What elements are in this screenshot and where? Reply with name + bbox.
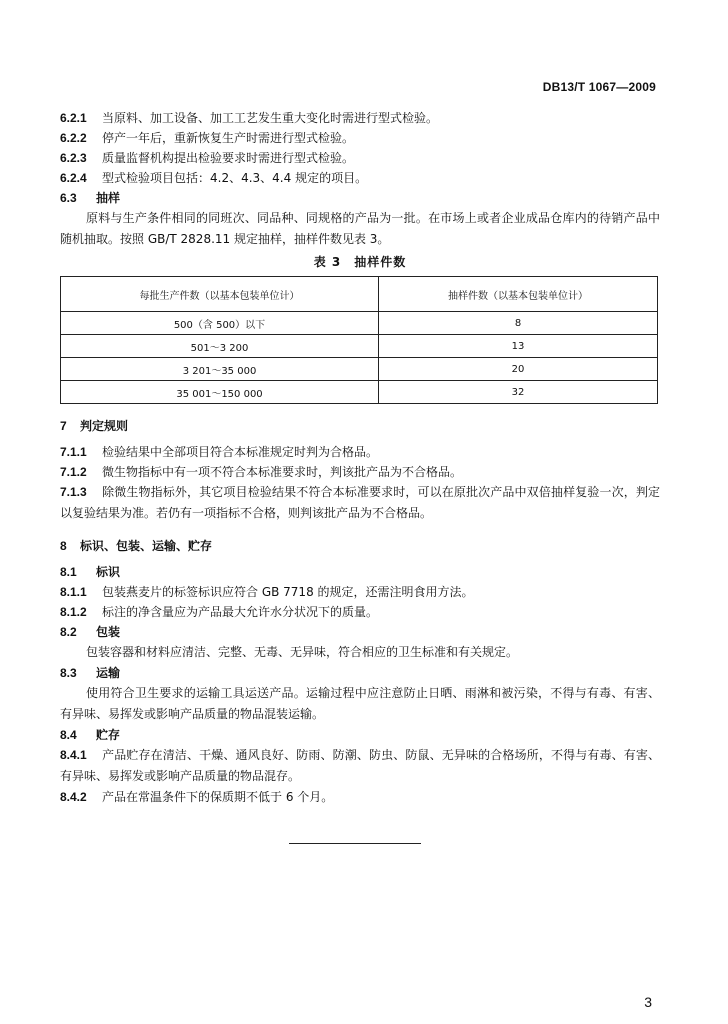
heading-8-2: 8.2 包装	[60, 625, 121, 639]
paragraph-6-3: 原料与生产条件相同的同班次、同品种、同规格的产品为一批。在市场上或者企业成品仓库内的待销产品中随机抽取。按照 GB/T 2828.11 规定抽样，抽样件数见表 3。	[60, 211, 660, 246]
clause-7-1-3: 7.1.3 除微生物指标外，其它项目检验结果不符合本标准要求时，可以在原批次产品中双倍抽样复验一次，判定以复验结果为准。若仍有一项指标不合格，则判该批产品为不合格品。	[60, 485, 660, 520]
paragraph-8-3: 使用符合卫生要求的运输工具运送产品。运输过程中应注意防止日晒、雨淋和被污染，不得与有毒、有害、有异味、易挥发或影响产品质量的物品混装运输。	[60, 686, 660, 721]
table-cell: 500（含 500）以下	[61, 312, 379, 335]
clause-6-2-4: 6.2.4 型式检验项目包括：4.2、4.3、4.4 规定的项目。	[60, 171, 368, 185]
table-cell: 20	[379, 358, 658, 381]
clause-8-4-2: 8.4.2 产品在常温条件下的保质期不低于 6 个月。	[60, 790, 334, 804]
heading-8-1: 8.1 标识	[60, 565, 121, 579]
heading-8-4: 8.4 贮存	[60, 728, 121, 742]
sampling-table	[60, 276, 658, 404]
clause-8-4-1: 8.4.1 产品贮存在清洁、干燥、通风良好、防雨、防潮、防虫、防鼠、无异味的合格场所，不得与有毒、有害、有异味、易挥发或影响产品质量的物品混存。	[60, 748, 660, 783]
table-cell: 501～3 200	[61, 335, 379, 358]
table-3-title: 表 3 抽样件数	[313, 255, 407, 269]
table-cell: 3 201～35 000	[61, 358, 379, 381]
standard-code-header: DB13/T 1067—2009	[542, 80, 656, 94]
table-cell: 35 001～150 000	[61, 381, 379, 404]
clause-8-1-1: 8.1.1 包装燕麦片的标签标识应符合 GB 7718 的规定，还需注明食用方法。	[60, 585, 474, 599]
page-number: 3	[644, 994, 652, 1010]
table-row	[61, 381, 658, 404]
table-header-cell: 抽样件数（以基本包装单位计）	[379, 277, 658, 312]
end-of-document-rule	[289, 843, 421, 844]
table-row	[61, 312, 658, 335]
table-header-row	[61, 277, 658, 312]
clause-7-1-1: 7.1.1 检验结果中全部项目符合本标准规定时判为合格品。	[60, 445, 379, 459]
table-cell: 8	[379, 312, 658, 335]
clause-7-1-2: 7.1.2 微生物指标中有一项不符合本标准要求时，判该批产品为不合格品。	[60, 465, 463, 479]
clause-6-2-2: 6.2.2 停产一年后，重新恢复生产时需进行型式检验。	[60, 131, 355, 145]
table-cell: 13	[379, 335, 658, 358]
table-cell: 32	[379, 381, 658, 404]
clause-6-2-1: 6.2.1 当原料、加工设备、加工工艺发生重大变化时需进行型式检验。	[60, 111, 439, 125]
clause-8-1-2: 8.1.2 标注的净含量应为产品最大允许水分状况下的质量。	[60, 605, 379, 619]
table-row	[61, 358, 658, 381]
heading-6-3: 6.3 抽样	[60, 191, 121, 205]
heading-8: 8 标识、包装、运输、贮存	[60, 539, 213, 553]
clause-6-2-3: 6.2.3 质量监督机构提出检验要求时需进行型式检验。	[60, 151, 355, 165]
table-row	[61, 335, 658, 358]
heading-7: 7 判定规则	[60, 419, 129, 433]
heading-8-3: 8.3 运输	[60, 666, 121, 680]
paragraph-8-2: 包装容器和材料应清洁、完整、无毒、无异味，符合相应的卫生标准和有关规定。	[86, 645, 519, 659]
table-header-cell: 每批生产件数（以基本包装单位计）	[61, 277, 379, 312]
page-content	[60, 108, 660, 807]
